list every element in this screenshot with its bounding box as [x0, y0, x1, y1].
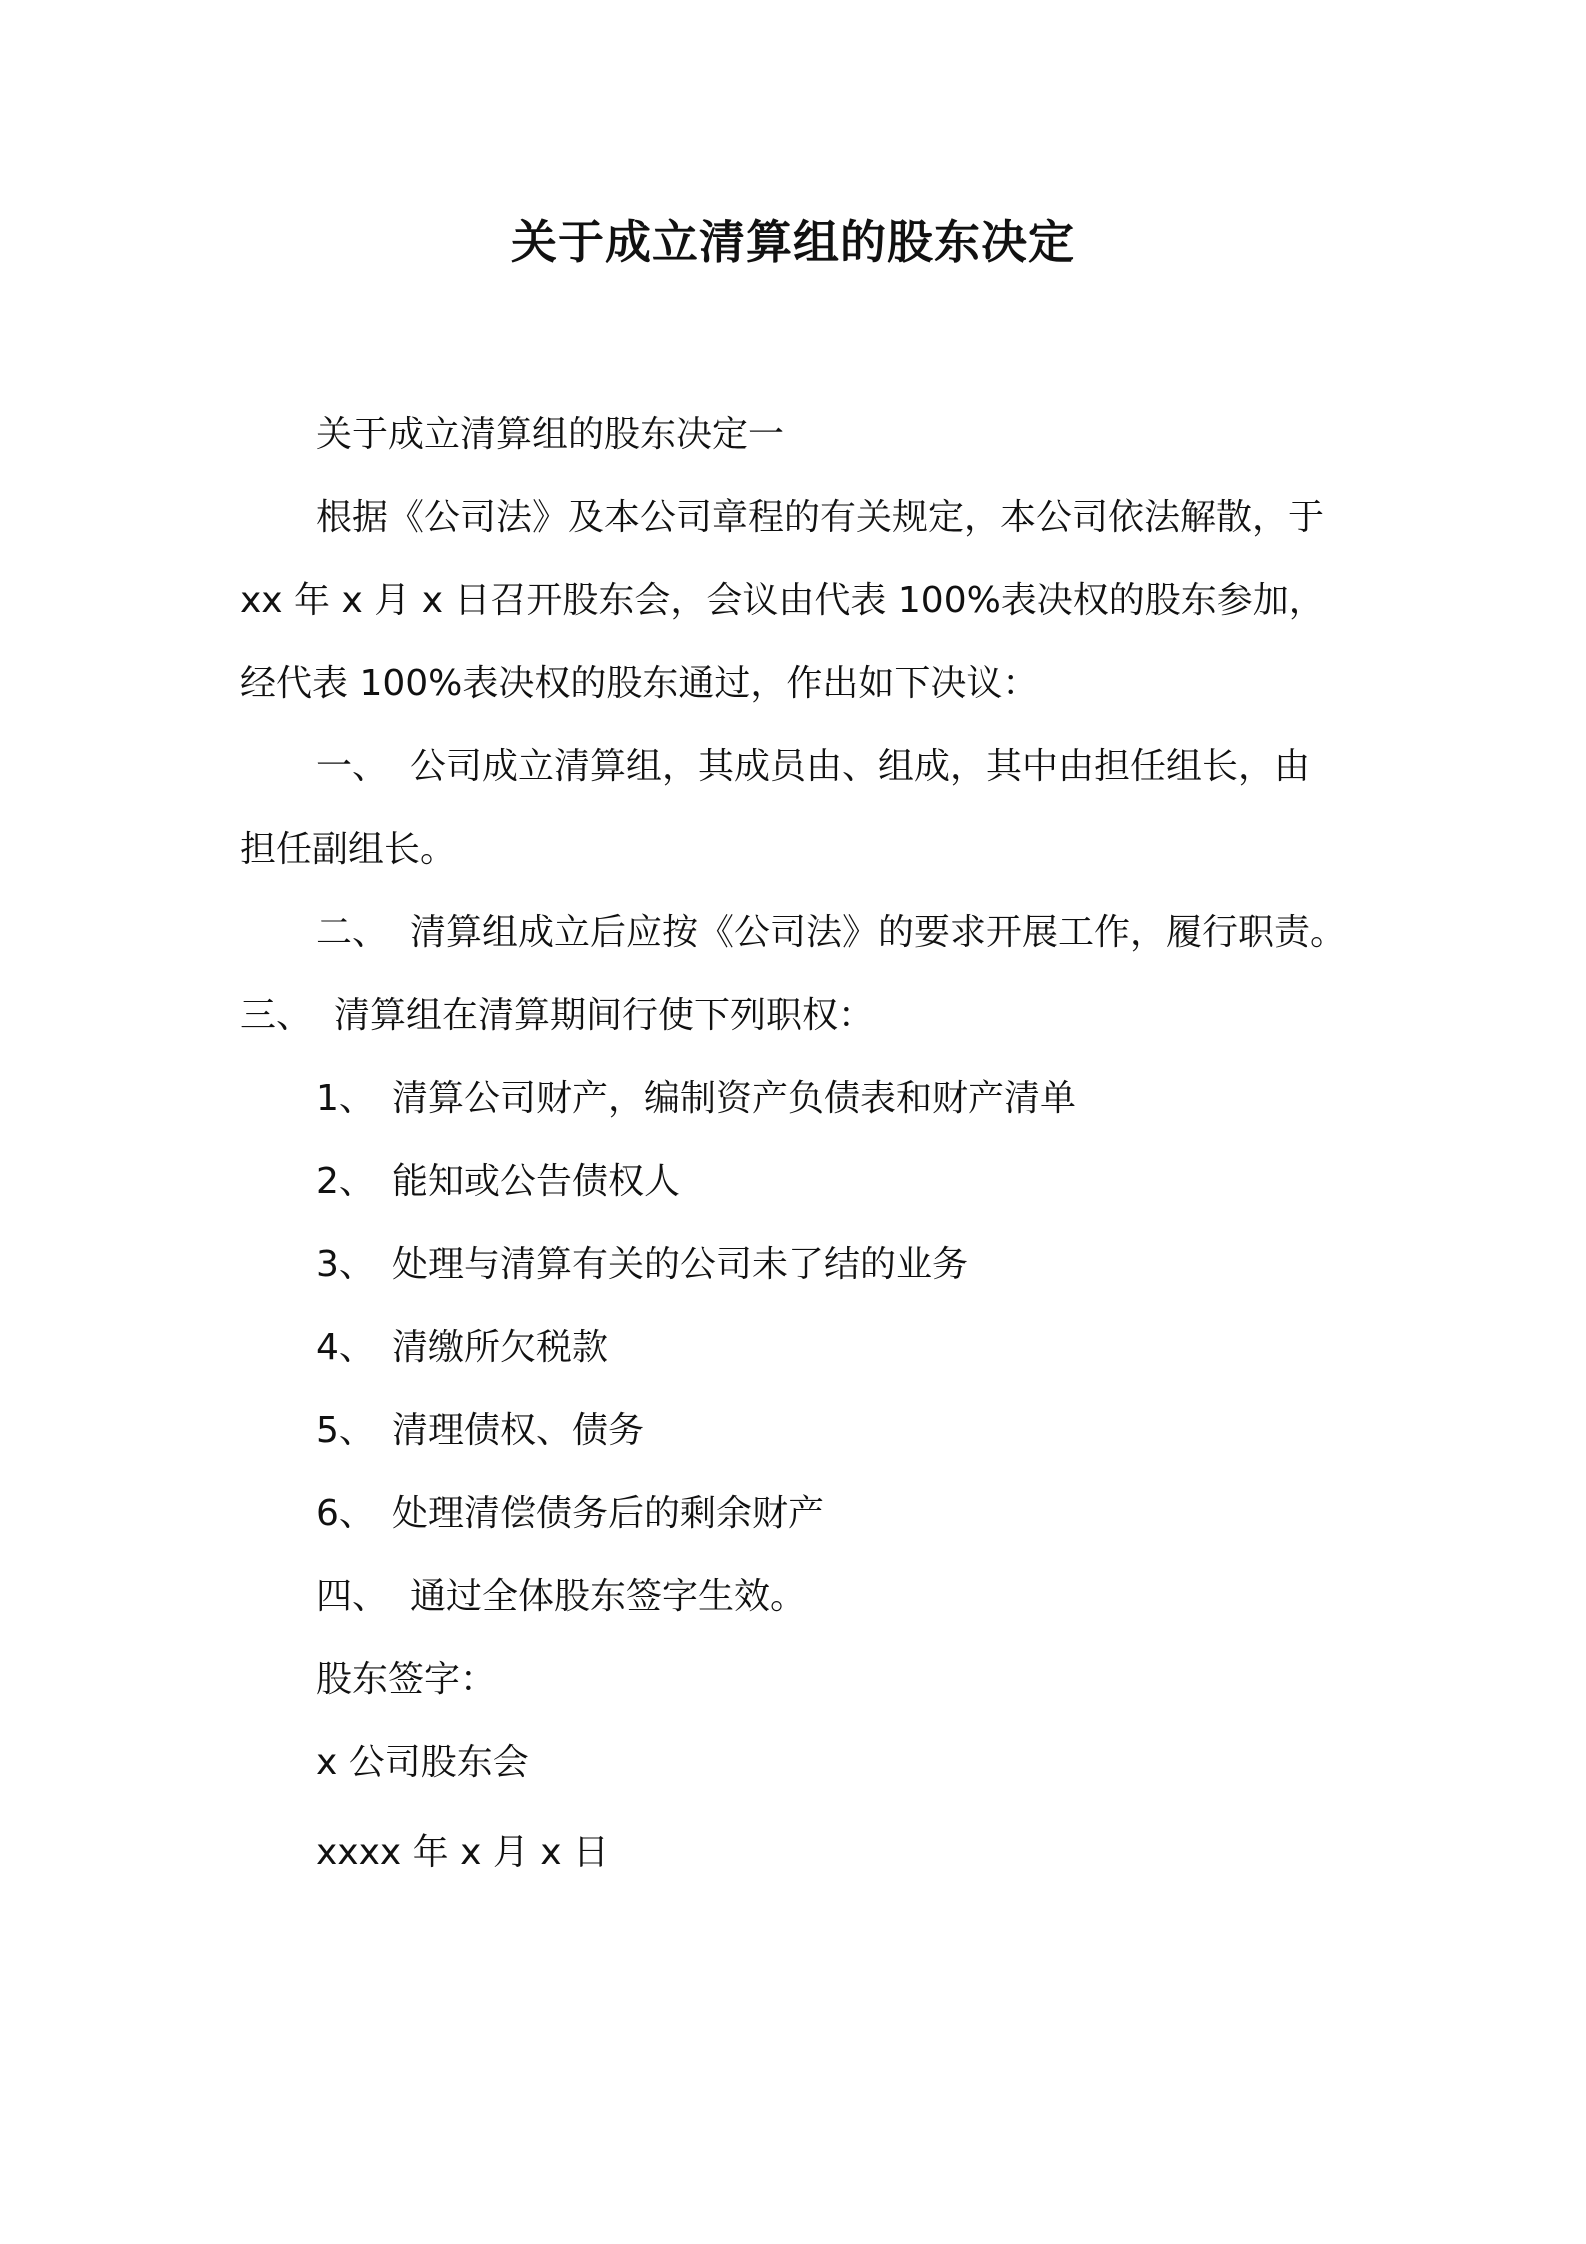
intro-line-2: xx 年 x 月 x 日召开股东会，会议由代表 100%表决权的股东参加，: [240, 580, 1325, 621]
intro-line-1: 根据《公司法》及本公司章程的有关规定，本公司依法解散，于: [316, 497, 1325, 538]
power-item-4-number: 4、: [316, 1327, 375, 1368]
power-item-4-text: 清缴所欠税款: [392, 1327, 609, 1368]
power-item-2-number: 2、: [316, 1161, 375, 1202]
power-item-6-text: 处理清偿债务后的剩余财产: [392, 1493, 825, 1534]
power-item-1-text: 清算公司财产，编制资产负债表和财产清单: [392, 1078, 1077, 1119]
signature-label: 股东签字：: [316, 1659, 497, 1700]
item-four-number: 四、: [316, 1576, 389, 1617]
item-two-text: 清算组成立后应按《公司法》的要求开展工作，履行职责。: [410, 912, 1347, 953]
power-item-3-number: 3、: [316, 1244, 375, 1285]
item-three-text: 清算组在清算期间行使下列职权：: [334, 995, 875, 1036]
intro-line-3: 经代表 100%表决权的股东通过，作出如下决议：: [240, 663, 1039, 704]
item-two-number: 二、: [316, 912, 389, 953]
item-one-number: 一、: [316, 746, 389, 787]
power-item-2-text: 能知或公告债权人: [392, 1161, 681, 1202]
item-three-number: 三、: [240, 995, 313, 1036]
signature-company: x 公司股东会: [316, 1742, 529, 1783]
power-item-5-text: 清理债权、债务: [392, 1410, 645, 1451]
power-item-3-text: 处理与清算有关的公司未了结的业务: [392, 1244, 969, 1285]
item-one-text: 公司成立清算组，其成员由、组成，其中由担任组长，由: [410, 746, 1311, 787]
subtitle: 关于成立清算组的股东决定一: [316, 414, 785, 455]
power-item-5-number: 5、: [316, 1410, 375, 1451]
power-item-6-number: 6、: [316, 1493, 375, 1534]
document-title: 关于成立清算组的股东决定: [511, 215, 1075, 269]
item-four-text: 通过全体股东签字生效。: [410, 1576, 807, 1617]
item-one-continuation: 担任副组长。: [240, 829, 457, 870]
power-item-1-number: 1、: [316, 1078, 375, 1119]
signature-date: xxxx 年 x 月 x 日: [316, 1832, 610, 1873]
